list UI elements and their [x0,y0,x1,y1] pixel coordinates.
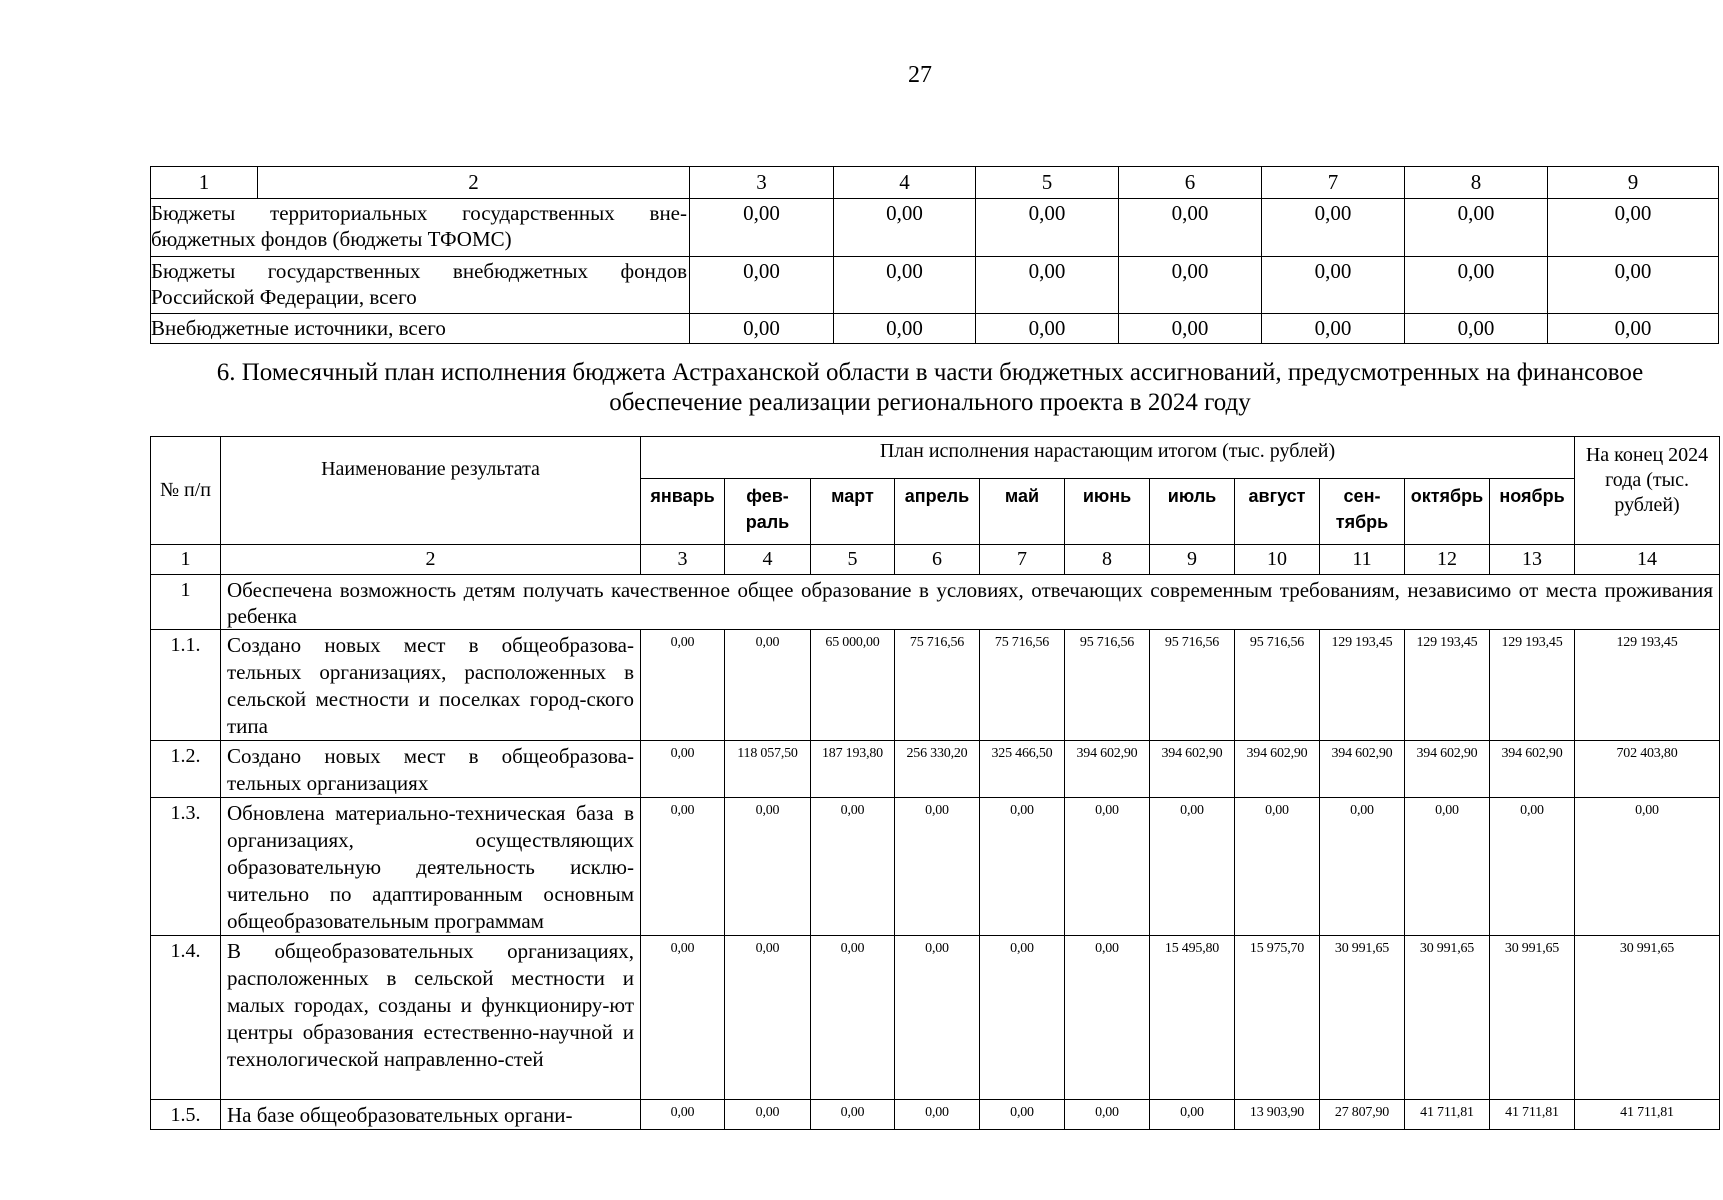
value-cell: 0,00 [1320,798,1405,936]
value-cell: 0,00 [980,798,1065,936]
source-name: Внебюджетные источники, всего [151,314,690,344]
table2-header-row [151,437,1720,479]
value-cell: 0,00 [1150,798,1235,936]
column-number: 11 [1320,545,1405,575]
table1-header-cell: 1 [151,167,258,199]
col-number-header: № п/п [151,437,221,545]
value-cell: 13 903,90 [1235,1100,1320,1130]
value-cell: 0,00 [1065,1100,1150,1130]
section-row [151,575,1720,630]
table1-header-cell: 2 [258,167,690,199]
value-cell: 0,00 [690,257,834,314]
column-number-row [151,545,1720,575]
value-cell: 27 807,90 [1320,1100,1405,1130]
value-cell: 0,00 [641,1100,725,1130]
value-cell: 0,00 [1065,798,1150,936]
value-cell: 325 466,50 [980,741,1065,798]
value-cell: 394 602,90 [1235,741,1320,798]
source-name: Бюджеты территориальных государственных вне-бюджетных фондов (бюджеты ТФОМС) [151,199,690,257]
result-name: На базе общеобразовательных органи- [221,1100,641,1130]
column-number: 9 [1150,545,1235,575]
table-row [151,1100,1720,1130]
value-cell: 30 991,65 [1320,936,1405,1100]
value-cell: 0,00 [980,936,1065,1100]
value-cell: 15 975,70 [1235,936,1320,1100]
value-cell: 0,00 [1548,257,1719,314]
value-cell: 118 057,50 [725,741,811,798]
table1-header-cell: 7 [1262,167,1405,199]
table-row [151,741,1720,798]
value-cell: 0,00 [1262,199,1405,257]
value-cell: 129 193,45 [1575,630,1720,741]
value-cell: 0,00 [725,798,811,936]
value-cell: 0,00 [1065,936,1150,1100]
value-cell: 0,00 [811,798,895,936]
value-cell: 30 991,65 [1575,936,1720,1100]
value-cell: 0,00 [895,798,980,936]
table1-header-cell: 6 [1119,167,1262,199]
column-number: 8 [1065,545,1150,575]
value-cell: 394 602,90 [1320,741,1405,798]
column-number: 12 [1405,545,1490,575]
value-cell: 0,00 [725,936,811,1100]
value-cell: 0,00 [895,1100,980,1130]
value-cell: 129 193,45 [1320,630,1405,741]
value-cell: 0,00 [1548,199,1719,257]
value-cell: 75 716,56 [980,630,1065,741]
value-cell: 0,00 [834,199,976,257]
value-cell: 0,00 [641,741,725,798]
plan-header: План исполнения нарастающим итогом (тыс. рублей) [641,437,1575,479]
value-cell: 0,00 [1548,314,1719,344]
value-cell: 30 991,65 [1490,936,1575,1100]
result-name: Создано новых мест в общеобразова-тельных организациях [221,741,641,798]
section-text: Обеспечена возможность детям получать качественное общее образование в условиях, отвечающих современным требованиям, независимо от места проживания ребенка [221,575,1720,630]
value-cell: 0,00 [1490,798,1575,936]
value-cell: 95 716,56 [1150,630,1235,741]
result-name: В общеобразовательных организациях, расположенных в сельской местности и малых городах, созданы и функциониру-ют центры образования естественно-научной и технологической направленно-стей [221,936,641,1100]
result-name: Создано новых мест в общеобразова-тельных организациях, расположенных в сельской местности и поселках город-ского типа [221,630,641,741]
month-header: октябрь [1405,479,1490,545]
column-number: 10 [1235,545,1320,575]
page-number: 27 [908,62,932,88]
month-header: июль [1150,479,1235,545]
column-number: 13 [1490,545,1575,575]
value-cell: 0,00 [1405,798,1490,936]
column-number: 6 [895,545,980,575]
col-name-header: Наименование результата [221,437,641,545]
value-cell: 0,00 [1150,1100,1235,1130]
table1-header-cell: 3 [690,167,834,199]
value-cell: 394 602,90 [1490,741,1575,798]
month-header: сен-тябрь [1320,479,1405,545]
table-row [151,257,1719,314]
value-cell: 0,00 [1405,314,1548,344]
column-number: 1 [151,545,221,575]
row-index: 1.1. [151,630,221,741]
month-header: ноябрь [1490,479,1575,545]
value-cell: 95 716,56 [1065,630,1150,741]
value-cell: 0,00 [725,1100,811,1130]
row-index: 1.3. [151,798,221,936]
value-cell: 0,00 [834,314,976,344]
table1-header-cell: 9 [1548,167,1719,199]
value-cell: 0,00 [811,936,895,1100]
column-number: 4 [725,545,811,575]
value-cell: 41 711,81 [1575,1100,1720,1130]
month-header: август [1235,479,1320,545]
value-cell: 0,00 [1119,257,1262,314]
value-cell: 0,00 [811,1100,895,1130]
column-number: 3 [641,545,725,575]
value-cell: 256 330,20 [895,741,980,798]
row-index: 1.4. [151,936,221,1100]
value-cell: 0,00 [725,630,811,741]
value-cell: 95 716,56 [1235,630,1320,741]
value-cell: 0,00 [1405,199,1548,257]
month-header: июнь [1065,479,1150,545]
column-number: 14 [1575,545,1720,575]
value-cell: 30 991,65 [1405,936,1490,1100]
value-cell: 0,00 [980,1100,1065,1130]
value-cell: 187 193,80 [811,741,895,798]
table-row [151,314,1719,344]
table-row [151,199,1719,257]
value-cell: 0,00 [895,936,980,1100]
table1-header-cell: 8 [1405,167,1548,199]
value-cell: 41 711,81 [1405,1100,1490,1130]
value-cell: 0,00 [1262,314,1405,344]
table1-header-cell: 5 [976,167,1119,199]
table-row [151,936,1720,1100]
month-header: январь [641,479,725,545]
value-cell: 0,00 [690,314,834,344]
section-index: 1 [151,575,221,630]
value-cell: 0,00 [1235,798,1320,936]
table-row [151,630,1720,741]
column-number: 5 [811,545,895,575]
funding-sources-table [150,166,1719,344]
value-cell: 0,00 [976,257,1119,314]
result-name: Обновлена материально-техническая база в организациях, осуществляющих образовательную деятельность исклю-чительно по адаптированным основным общеобразовательным программам [221,798,641,936]
table1-header-cell: 4 [834,167,976,199]
month-header: март [811,479,895,545]
value-cell: 394 602,90 [1405,741,1490,798]
value-cell: 394 602,90 [1065,741,1150,798]
value-cell: 129 193,45 [1490,630,1575,741]
value-cell: 0,00 [641,936,725,1100]
month-header: май [980,479,1065,545]
row-index: 1.5. [151,1100,221,1130]
value-cell: 0,00 [834,257,976,314]
value-cell: 41 711,81 [1490,1100,1575,1130]
value-cell: 0,00 [641,630,725,741]
month-header: апрель [895,479,980,545]
value-cell: 0,00 [690,199,834,257]
value-cell: 0,00 [1119,314,1262,344]
value-cell: 0,00 [1575,798,1720,936]
value-cell: 0,00 [1262,257,1405,314]
value-cell: 65 000,00 [811,630,895,741]
value-cell: 0,00 [1119,199,1262,257]
table-row [151,798,1720,936]
column-number: 7 [980,545,1065,575]
section-title: 6. Помесячный план исполнения бюджета Астраханской области в части бюджетных ассигнований, предусмотренных на финансовое обеспечение реализации регионального проекта в 2024 году [216,359,1644,416]
column-number: 2 [221,545,641,575]
month-header: фев-раль [725,479,811,545]
value-cell: 0,00 [976,314,1119,344]
monthly-plan-table [150,436,1720,1130]
table1-header-row [151,167,1719,199]
row-index: 1.2. [151,741,221,798]
value-cell: 15 495,80 [1150,936,1235,1100]
value-cell: 0,00 [641,798,725,936]
value-cell: 75 716,56 [895,630,980,741]
source-name: Бюджеты государственных внебюджетных фондов Российской Федерации, всего [151,257,690,314]
value-cell: 129 193,45 [1405,630,1490,741]
year-end-header: На конец 2024 года (тыс. рублей) [1575,437,1720,545]
value-cell: 0,00 [1405,257,1548,314]
value-cell: 702 403,80 [1575,741,1720,798]
value-cell: 0,00 [976,199,1119,257]
value-cell: 394 602,90 [1150,741,1235,798]
